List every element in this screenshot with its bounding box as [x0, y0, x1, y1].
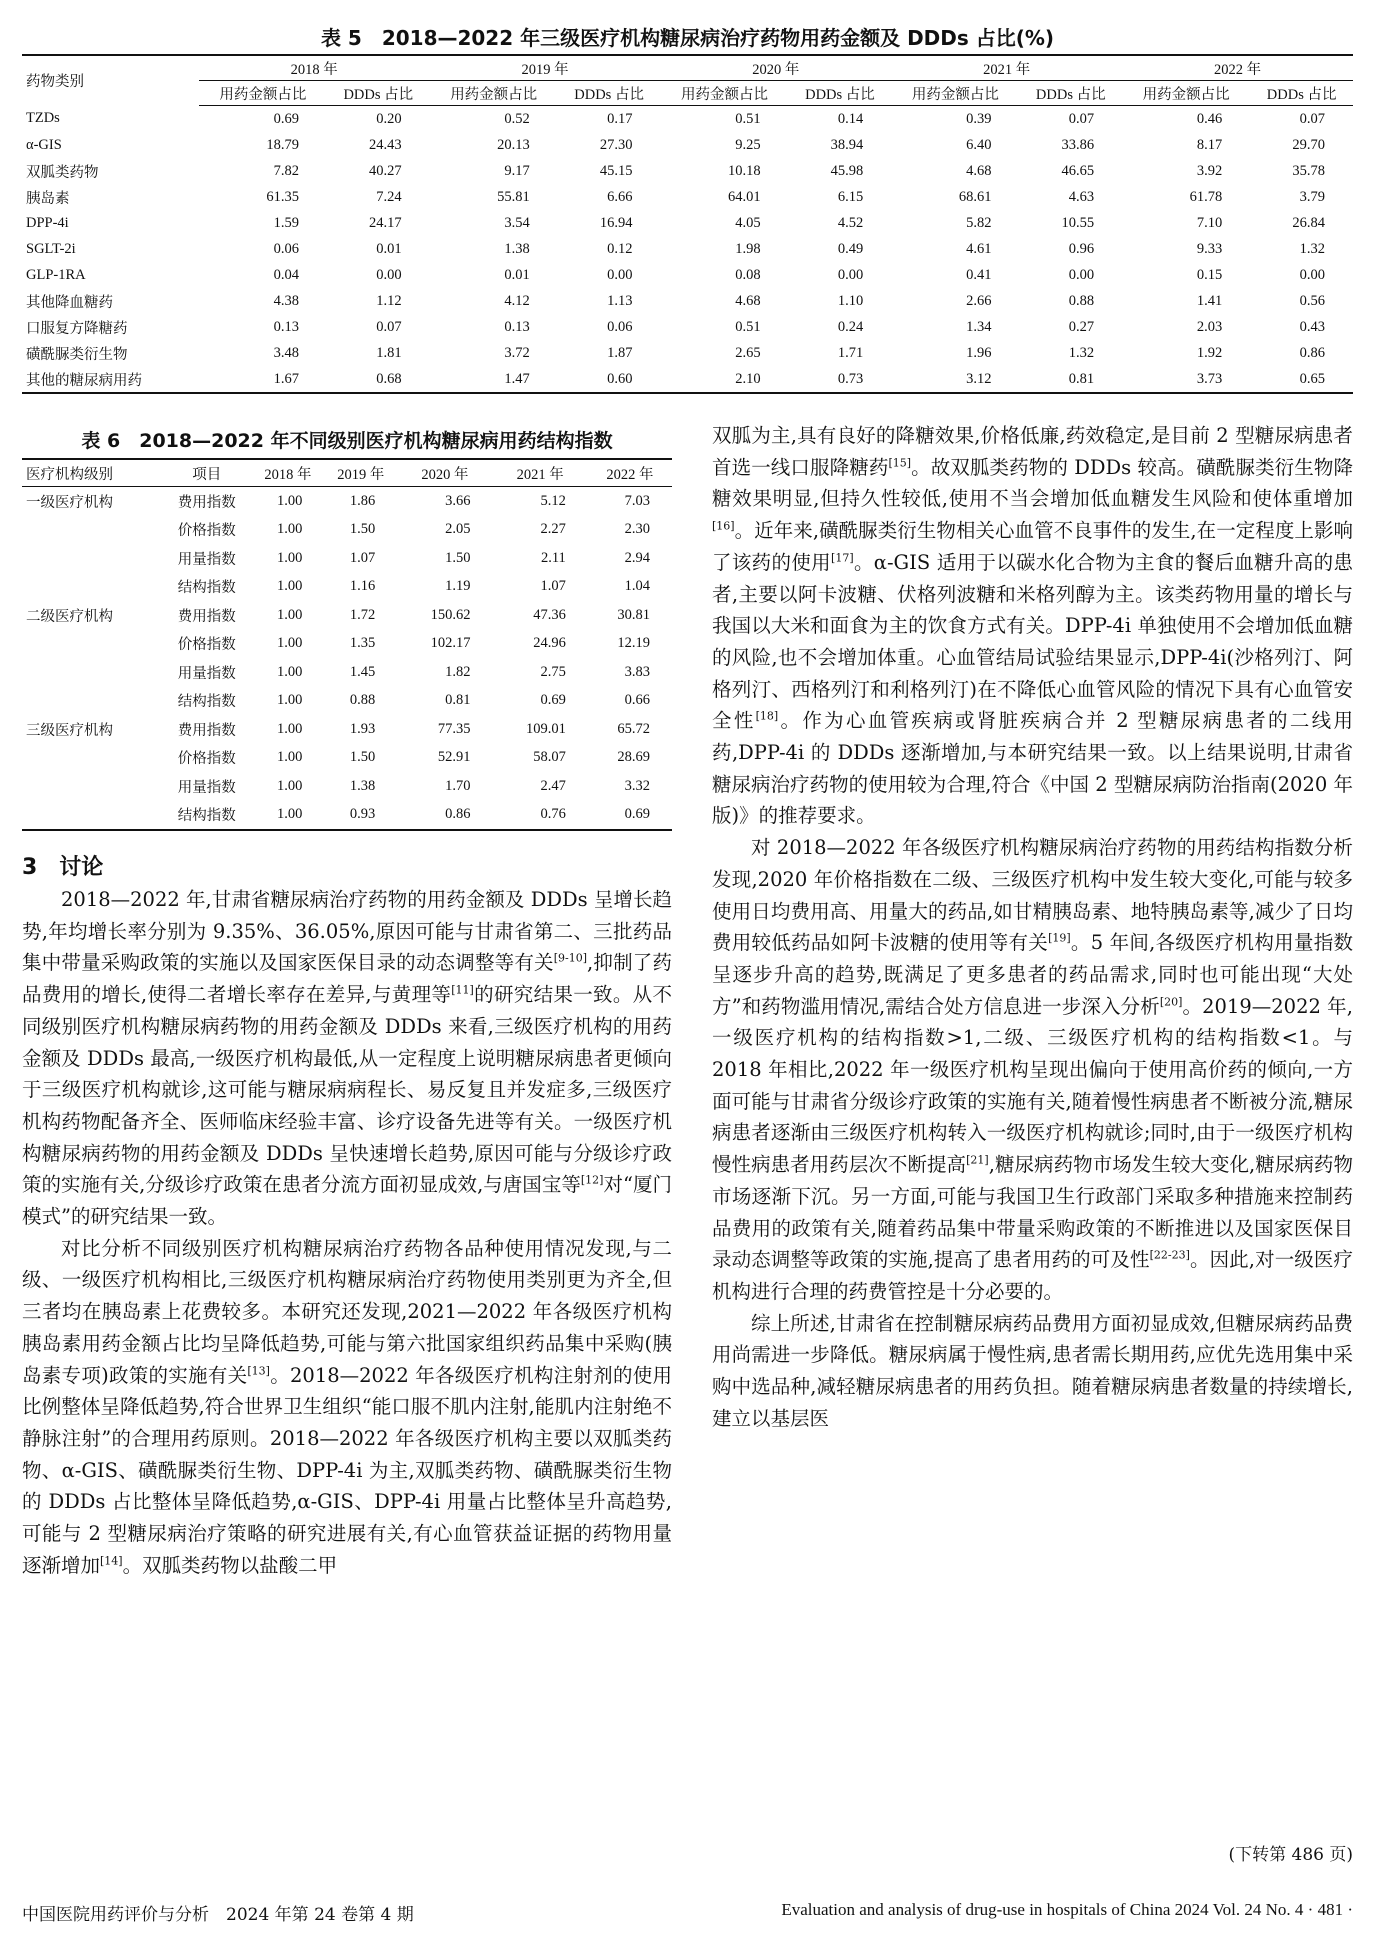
table6-row [22, 744, 672, 773]
table5-cell: 1.34 [966, 318, 992, 335]
table5-category: 胰岛素 [26, 190, 70, 207]
table5-cell: 0.01 [504, 266, 530, 283]
table6-cell: 0.66 [624, 692, 650, 709]
table5-cell: 35.78 [1292, 162, 1325, 179]
table5-cell: 45.15 [599, 162, 633, 179]
table6-cell: 2.47 [540, 777, 566, 794]
table6-cell: 1.00 [276, 720, 303, 737]
table5-cell: 0.68 [327, 366, 430, 393]
table6-row [22, 544, 672, 573]
table5-cell: 0.00 [1299, 266, 1325, 283]
paragraph: 2018—2022 年,甘肃省糖尿病治疗药物的用药金额及 DDDs 呈增长趋势,年均增长率分别为 9.35%、36.05%,原因可能与甘肃省第二、三批药品集中带量采购政策的实施以及国家医保目录的动态调整等有关[9-10],抑制了药品费用的增长,使得二者增长率存在差异,与黄理等[11]的研究结果一致。从不同级别医疗机构糖尿病药物的用药金额及 DDDs 来看,三级医疗机构的用药金额及 DDDs 最高,一级医疗机构最低,从一定程度上说明糖尿病患者更倾向于三级医疗机构就诊,这可能与糖尿病病程长、易反复且并发症多,三级医疗机构药物配备齐全、医师临床经验丰富、诊疗设备先进等有关。一级医疗机构糖尿病药物的用药金额及 DDDs 呈快速增长趋势,原因可能与分级诊疗政策的实施有关,分级诊疗政策在患者分流方面初显成效,与唐国宝等[12]对“厦门模式”的研究结果一致。 [22, 888, 672, 1229]
table6-cell: 30.81 [617, 606, 650, 623]
table5-cell: 1.13 [607, 292, 633, 309]
table6-cell: 2.05 [445, 521, 471, 538]
table5-cell: 45.98 [830, 162, 864, 179]
table6-level [22, 772, 162, 801]
table5-category: 双胍类药物 [26, 164, 99, 181]
table5-sub-header: 用药金额占比 [891, 81, 1019, 106]
table6-level [22, 687, 162, 716]
table6-cell: 2.94 [624, 549, 650, 566]
table5-cell: 4.68 [966, 162, 992, 179]
table5-cell: 2.10 [660, 366, 788, 393]
table6-cell: 1.70 [445, 777, 471, 794]
paragraph: 综上所述,甘肃省在控制糖尿病药品费用方面初显成效,但糖尿病药品费用尚需进一步降低。糖尿病属于慢性病,患者需长期用药,应优先选用集中采购中选品种,减轻糖尿病患者的用药负担。随着糖尿病患者数量的持续增长,建立以基层医 [712, 1311, 1353, 1430]
table6-level [22, 573, 162, 602]
table5-cell: 0.08 [735, 266, 761, 283]
table6-cell: 1.50 [349, 749, 376, 766]
table6-cell: 1.19 [445, 578, 471, 595]
table6-header: 2021 年 [493, 459, 588, 487]
table5-year-header: 2020 年 [660, 55, 891, 81]
table5-row [22, 106, 1353, 133]
table6-cell: 1.00 [276, 692, 303, 709]
table5-category: 其他降血糖药 [26, 294, 113, 311]
table6-cell: 150.62 [430, 606, 471, 623]
paragraph: 对 2018—2022 年各级医疗机构糖尿病治疗药物的用药结构指数分析发现,2020 年价格指数在二级、三级医疗机构中发生较大变化,可能与较多使用日均费用高、用量大的药品,如甘精胰岛素、地特胰岛素等,减少了日均费用较低药品如阿卡波糖的使用等有关[19]。5 年间,各级医疗机构用量指数呈逐步升高的趋势,既满足了更多患者的药品需求,同时也可能出现“大处方”和药物滥用情况,需结合处方信息进一步深入分析[20]。2019—2022 年,一级医疗机构的结构指数>1,二级、三级医疗机构的结构指数<1。与 2018 年相比,2022 年一级医疗机构呈现出偏向于使用高价药的倾向,一方面可能与甘肃省分级诊疗政策的实施有关,随着慢性病患者不断被分流,糖尿病患者逐渐由三级医疗机构转入一级医疗机构就诊;同时,由于一级医疗机构慢性病患者用药层次不断提高[21],糖尿病药物市场发生较大变化,糖尿病药物市场逐渐下沉。另一方面,可能与我国卫生行政部门采取多种措施来控制药品费用的政策有关,随着药品集中带量采购政策的不断推进以及国家医保目录动态调整等政策的实施,提高了患者用药的可及性[22-23]。因此,对一级医疗机构进行合理的药费管控是十分必要的。 [712, 836, 1354, 1303]
table6-cell: 1.00 [276, 663, 303, 680]
table6-item: 费用指数 [177, 722, 236, 739]
table5-cell: 4.05 [735, 214, 761, 231]
table5-cell: 0.13 [504, 318, 530, 335]
table6-cell: 1.00 [276, 492, 303, 509]
table5-cell: 61.35 [266, 188, 299, 205]
table5-cell: 3.92 [1196, 162, 1223, 179]
table5-sub-header: DDDs 占比 [558, 81, 661, 106]
table6-cell: 1.00 [276, 606, 303, 623]
table5-cell: 0.07 [1068, 110, 1095, 127]
table5-cell: 0.13 [273, 318, 299, 335]
table5-cell: 1.12 [376, 292, 402, 309]
table6-cell: 1.00 [276, 777, 303, 794]
table5-cell: 0.00 [607, 266, 633, 283]
table5-cell: 0.52 [504, 110, 530, 127]
table6-cell: 1.38 [349, 777, 376, 794]
table5-category: SGLT-2i [26, 240, 76, 257]
continued-note: (下转第 486 页) [1228, 1845, 1353, 1865]
table5-cell: 7.24 [376, 188, 402, 205]
table5-cell: 0.04 [273, 266, 299, 283]
table6-item: 用量指数 [177, 551, 236, 568]
table6-header: 医疗机构级别 [22, 459, 162, 487]
table5-cell: 1.41 [1196, 292, 1223, 309]
table6-header: 项目 [162, 459, 251, 487]
table6-cell: 2.27 [540, 521, 566, 538]
table6-item: 结构指数 [162, 801, 251, 831]
table5-cell: 0.06 [607, 318, 633, 335]
table5-row [22, 184, 1353, 210]
table5-cell: 2.66 [966, 292, 992, 309]
table6-header: 2022 年 [588, 459, 672, 487]
table5-category: GLP-1RA [26, 266, 86, 283]
table5-cell: 10.55 [1061, 214, 1095, 231]
table5-cell: 0.01 [376, 240, 402, 257]
footer-journal-en: Evaluation and analysis of drug-use in hospitals of China 2024 Vol. 24 No. 4 · 481 · [781, 1900, 1353, 1919]
table6-title: 表 6 2018—2022 年不同级别医疗机构糖尿病用药结构指数 [81, 430, 613, 452]
table6-cell: 1.04 [624, 578, 650, 595]
table6-row [22, 573, 672, 602]
right-text-column [712, 420, 1353, 1435]
table5-year-header: 2018 年 [199, 55, 430, 81]
table5-cell: 38.94 [830, 136, 864, 153]
table6-cell: 28.69 [617, 749, 650, 766]
table5-sub-header: DDDs 占比 [327, 81, 430, 106]
table5-cell: 0.06 [273, 240, 299, 257]
table6-item: 价格指数 [177, 637, 236, 654]
table6-cell: 0.86 [397, 801, 492, 831]
table6-level: 一级医疗机构 [26, 494, 113, 511]
table6-level [22, 544, 162, 573]
table5-cell: 29.70 [1292, 136, 1325, 153]
table6-cell: 102.17 [430, 635, 471, 652]
table5-cell: 16.94 [599, 214, 633, 231]
table5-cell: 0.46 [1196, 110, 1223, 127]
table5-sub-header: 用药金额占比 [430, 81, 558, 106]
table5-category: 其他的糖尿病用药 [22, 366, 199, 393]
table5-cell: 0.73 [789, 366, 892, 393]
table6-level [22, 801, 162, 831]
table5-cell: 0.00 [376, 266, 402, 283]
table6-level [22, 744, 162, 773]
table6-row [22, 801, 672, 831]
table5-sub-header: 用药金额占比 [660, 81, 788, 106]
paragraph: 双胍为主,具有良好的降糖效果,价格低廉,药效稳定,是目前 2 型糖尿病患者首选一线口服降糖药[15]。故双胍类药物的 DDDs 较高。磺酰脲类衍生物降糖效果明显,但持久性较低,使用不当会增加低血糖发生风险和使体重增加[16]。近年来,磺酰脲类衍生物相关心血管不良事件的发生,在一定程度上影响了该药的使用[17]。α-GIS 适用于以碳水化合物为主食的餐后血糖升高的患者,主要以阿卡波糖、伏格列波糖和米格列醇为主。该类药物用量的增长与我国以大米和面食为主的饮食方式有关。DPP-4i 单独使用不会增加低血糖的风险,也不会增加体重。心血管结局试验结果显示,DPP-4i(沙格列汀、阿格列汀、西格列汀和利格列汀)在不降低心血管风险的情况下具有心血管安全性[18]。作为心血管疾病或肾脏疾病合并 2 型糖尿病患者的二线用药,DPP-4i 的 DDDs 逐渐增加,与本研究结果一致。以上结果说明,甘肃省糖尿病治疗药物的使用较为合理,符合《中国 2 型糖尿病防治指南(2020 年版)》的推荐要求。 [712, 424, 1353, 828]
table5-cell: 9.17 [504, 162, 530, 179]
table5-cell: 1.96 [966, 344, 992, 361]
table5-year-header: 2019 年 [430, 55, 661, 81]
table5-category: 磺酰脲类衍生物 [26, 346, 128, 363]
table6-cell: 0.81 [445, 692, 471, 709]
table5-cell: 1.98 [735, 240, 761, 257]
table5-category: α-GIS [26, 136, 62, 153]
table6-item: 用量指数 [177, 779, 236, 796]
table5-cell: 6.15 [837, 188, 864, 205]
table5-year-header: 2021 年 [891, 55, 1122, 81]
table5-row [22, 236, 1353, 262]
table6-cell: 1.00 [276, 521, 303, 538]
table5-cell: 3.48 [273, 344, 299, 361]
table6-cell: 0.69 [540, 692, 566, 709]
table6-cell: 1.07 [540, 578, 566, 595]
table6-cell: 1.45 [349, 663, 376, 680]
table5-sub-header: DDDs 占比 [789, 81, 892, 106]
table5-cell: 1.59 [273, 214, 299, 231]
table5-cell: 1.71 [837, 344, 864, 361]
table5-cell: 2.03 [1196, 318, 1223, 335]
table5-cell: 0.69 [273, 110, 299, 127]
table6-item: 价格指数 [177, 523, 236, 540]
table5-cell: 0.24 [837, 318, 864, 335]
table5-cell: 0.96 [1068, 240, 1095, 257]
table5-cell: 1.32 [1299, 240, 1325, 257]
table5-cell: 3.54 [504, 214, 530, 231]
table6-cell: 1.00 [276, 749, 303, 766]
table5-cell: 0.88 [1068, 292, 1095, 309]
table6-item: 费用指数 [177, 494, 236, 511]
table6-item: 结构指数 [177, 694, 236, 711]
table6-row [22, 487, 672, 516]
table5-cell: 26.84 [1292, 214, 1325, 231]
left-text-column [22, 884, 672, 1581]
table6-cell: 2.30 [624, 521, 650, 538]
paragraph: 对比分析不同级别医疗机构糖尿病治疗药物各品种使用情况发现,与二级、一级医疗机构相比,三级医疗机构糖尿病治疗药物使用类别更为齐全,但三者均在胰岛素上花费较多。本研究还发现,2021—2022 年各级医疗机构胰岛素用药金额占比均呈降低趋势,可能与第六批国家组织药品集中采购(胰岛素专项)政策的实施有关[13]。2018—2022 年各级医疗机构注射剂的使用比例整体呈降低趋势,符合世界卫生组织“能口服不肌内注射,能肌内注射绝不静脉注射”的合理用药原则。2018—2022 年各级医疗机构主要以双胍类药物、α-GIS、磺酰脲类衍生物、DPP-4i 为主,双胍类药物、磺酰脲类衍生物的 DDDs 占比整体呈降低趋势,α-GIS、DPP-4i 用量占比整体呈升高趋势,可能与 2 型糖尿病治疗策略的研究进展有关,有心血管获益证据的药物用量逐渐增加[14]。双胍类药物以盐酸二甲 [22, 1236, 672, 1577]
table6-cell: 1.16 [349, 578, 376, 595]
table5-cell: 61.78 [1189, 188, 1223, 205]
table5-cell: 0.43 [1299, 318, 1325, 335]
table5-cell: 1.32 [1068, 344, 1095, 361]
table6-cell: 1.50 [445, 549, 471, 566]
table5-cell: 40.27 [368, 162, 402, 179]
table6-cell: 1.00 [276, 578, 303, 595]
table5-cell: 0.86 [1299, 344, 1325, 361]
table5-cell: 4.12 [504, 292, 530, 309]
table6-row [22, 772, 672, 801]
table5-cell: 4.61 [966, 240, 992, 257]
table5-cell: 4.68 [735, 292, 761, 309]
table6-row [22, 658, 672, 687]
table6-cell: 3.83 [624, 663, 650, 680]
table5-cell: 0.15 [1196, 266, 1223, 283]
table5 [22, 54, 1353, 394]
table6-cell: 0.76 [493, 801, 588, 831]
table5-cell: 1.87 [607, 344, 633, 361]
table5-category: 口服复方降糖药 [26, 320, 128, 337]
table6-cell: 109.01 [525, 720, 566, 737]
table5-sub-header: 用药金额占比 [1122, 81, 1250, 106]
table6-row [22, 687, 672, 716]
table5-cell: 0.41 [966, 266, 992, 283]
table6-header: 2018 年 [251, 459, 324, 487]
table5-cell: 46.65 [1061, 162, 1095, 179]
table6-item: 费用指数 [177, 608, 236, 625]
table6-level: 三级医疗机构 [26, 722, 113, 739]
table5-cell: 3.12 [891, 366, 1019, 393]
table5-cell: 5.82 [966, 214, 992, 231]
table5-cell: 24.43 [368, 136, 402, 153]
table5-cell: 0.20 [376, 110, 402, 127]
table5-cell: 1.47 [430, 366, 558, 393]
table5-cell: 0.00 [837, 266, 864, 283]
table5-row [22, 366, 1353, 393]
table5-cell: 0.51 [735, 110, 761, 127]
table5-cell: 4.63 [1068, 188, 1095, 205]
table5-cell: 55.81 [497, 188, 530, 205]
table5-cell: 27.30 [599, 136, 633, 153]
table5-cell: 33.86 [1061, 136, 1095, 153]
table6-cell: 1.35 [349, 635, 376, 652]
table5-cell: 3.72 [504, 344, 530, 361]
table6-cell: 47.36 [533, 606, 566, 623]
table6-level: 二级医疗机构 [26, 608, 113, 625]
table6-cell: 1.00 [251, 801, 324, 831]
table5-cell: 0.14 [837, 110, 864, 127]
table6-header: 2020 年 [397, 459, 492, 487]
table5-cell: 1.10 [837, 292, 864, 309]
table5-row [22, 340, 1353, 366]
table5-sub-header: DDDs 占比 [1019, 81, 1122, 106]
table5-sub-header: 用药金额占比 [199, 81, 327, 106]
table5-cell: 1.92 [1196, 344, 1223, 361]
table5-cell: 6.40 [966, 136, 992, 153]
table5-title: 表 5 2018—2022 年三级医疗机构糖尿病治疗药物用药金额及 DDDs 占比(%) [320, 26, 1055, 50]
table6-row [22, 630, 672, 659]
table6-cell: 5.12 [540, 492, 566, 509]
table5-cell: 9.33 [1196, 240, 1223, 257]
table5-cell: 20.13 [497, 136, 530, 153]
table5-cell: 18.79 [266, 136, 299, 153]
table5-category: DPP-4i [26, 214, 69, 231]
table5-cell: 1.81 [376, 344, 402, 361]
table6-cell: 1.82 [445, 663, 471, 680]
table5-cell: 7.10 [1196, 214, 1223, 231]
table6-row [22, 516, 672, 545]
table6-cell: 7.03 [624, 492, 650, 509]
table6-cell: 2.75 [540, 663, 566, 680]
table6-cell: 1.00 [276, 549, 303, 566]
table6-cell: 0.69 [588, 801, 672, 831]
table6-cell: 0.93 [324, 801, 397, 831]
table5-row [22, 314, 1353, 340]
table5-cell: 0.56 [1299, 292, 1325, 309]
table5-cell: 0.65 [1250, 366, 1353, 393]
table5-year-header: 2022 年 [1122, 55, 1353, 81]
table6-level [22, 516, 162, 545]
table5-cell: 1.67 [199, 366, 327, 393]
table5-cell: 0.49 [837, 240, 864, 257]
table5-cell: 0.60 [558, 366, 661, 393]
table6-level [22, 658, 162, 687]
table5-row [22, 158, 1353, 184]
table5-cell: 0.12 [607, 240, 633, 257]
table6-cell: 1.86 [349, 492, 376, 509]
table5-cell: 0.51 [735, 318, 761, 335]
section-heading: 3 讨论 [22, 855, 104, 880]
table6-cell: 65.72 [617, 720, 650, 737]
table5-cell: 0.07 [376, 318, 402, 335]
table6-row [22, 601, 672, 630]
table6-cell: 12.19 [617, 635, 650, 652]
table5-cell: 4.38 [273, 292, 299, 309]
table6-cell: 52.91 [437, 749, 471, 766]
table6-cell: 77.35 [437, 720, 471, 737]
table5-cell: 68.61 [958, 188, 992, 205]
table5-cell: 24.17 [368, 214, 402, 231]
table5-cell: 0.39 [966, 110, 992, 127]
table5-cell: 7.82 [273, 162, 299, 179]
table6-cell: 1.00 [276, 635, 303, 652]
table5-row [22, 132, 1353, 158]
table6-cell: 24.96 [533, 635, 566, 652]
table6 [22, 458, 672, 831]
table5-cell: 0.00 [1068, 266, 1095, 283]
table5-cell: 0.17 [607, 110, 633, 127]
table6-cell: 1.50 [349, 521, 376, 538]
table5-cell: 0.81 [1019, 366, 1122, 393]
table6-cell: 3.32 [624, 777, 650, 794]
table5-cell: 4.52 [837, 214, 864, 231]
table5-cell: 10.18 [727, 162, 761, 179]
table6-cell: 3.66 [445, 492, 471, 509]
table5-cell: 8.17 [1196, 136, 1223, 153]
table6-cell: 1.93 [349, 720, 376, 737]
table6-header: 2019 年 [324, 459, 397, 487]
table5-row [22, 262, 1353, 288]
table5-row [22, 288, 1353, 314]
table5-cell: 64.01 [727, 188, 761, 205]
table5-cell: 0.27 [1068, 318, 1095, 335]
table5-cell: 6.66 [607, 188, 633, 205]
table6-cell: 1.72 [349, 606, 376, 623]
table6-item: 结构指数 [177, 580, 236, 597]
table5-row [22, 210, 1353, 236]
table6-level [22, 630, 162, 659]
table6-cell: 2.11 [540, 549, 566, 566]
footer-journal-cn: 中国医院用药评价与分析 2024 年第 24 卷第 4 期 [22, 1905, 414, 1925]
table5-category: TZDs [26, 110, 60, 127]
table5-category-header: 药物类别 [22, 55, 199, 106]
table6-row [22, 715, 672, 744]
table5-cell: 9.25 [735, 136, 761, 153]
table6-item: 价格指数 [177, 751, 236, 768]
table5-cell: 1.38 [504, 240, 530, 257]
table6-cell: 1.07 [349, 549, 376, 566]
table6-item: 用量指数 [177, 665, 236, 682]
table6-cell: 0.88 [349, 692, 376, 709]
table6-cell: 58.07 [533, 749, 566, 766]
table5-cell: 2.65 [735, 344, 761, 361]
table5-cell: 3.79 [1299, 188, 1325, 205]
table5-cell: 3.73 [1122, 366, 1250, 393]
table5-cell: 0.07 [1299, 110, 1325, 127]
table5-sub-header: DDDs 占比 [1250, 81, 1353, 106]
